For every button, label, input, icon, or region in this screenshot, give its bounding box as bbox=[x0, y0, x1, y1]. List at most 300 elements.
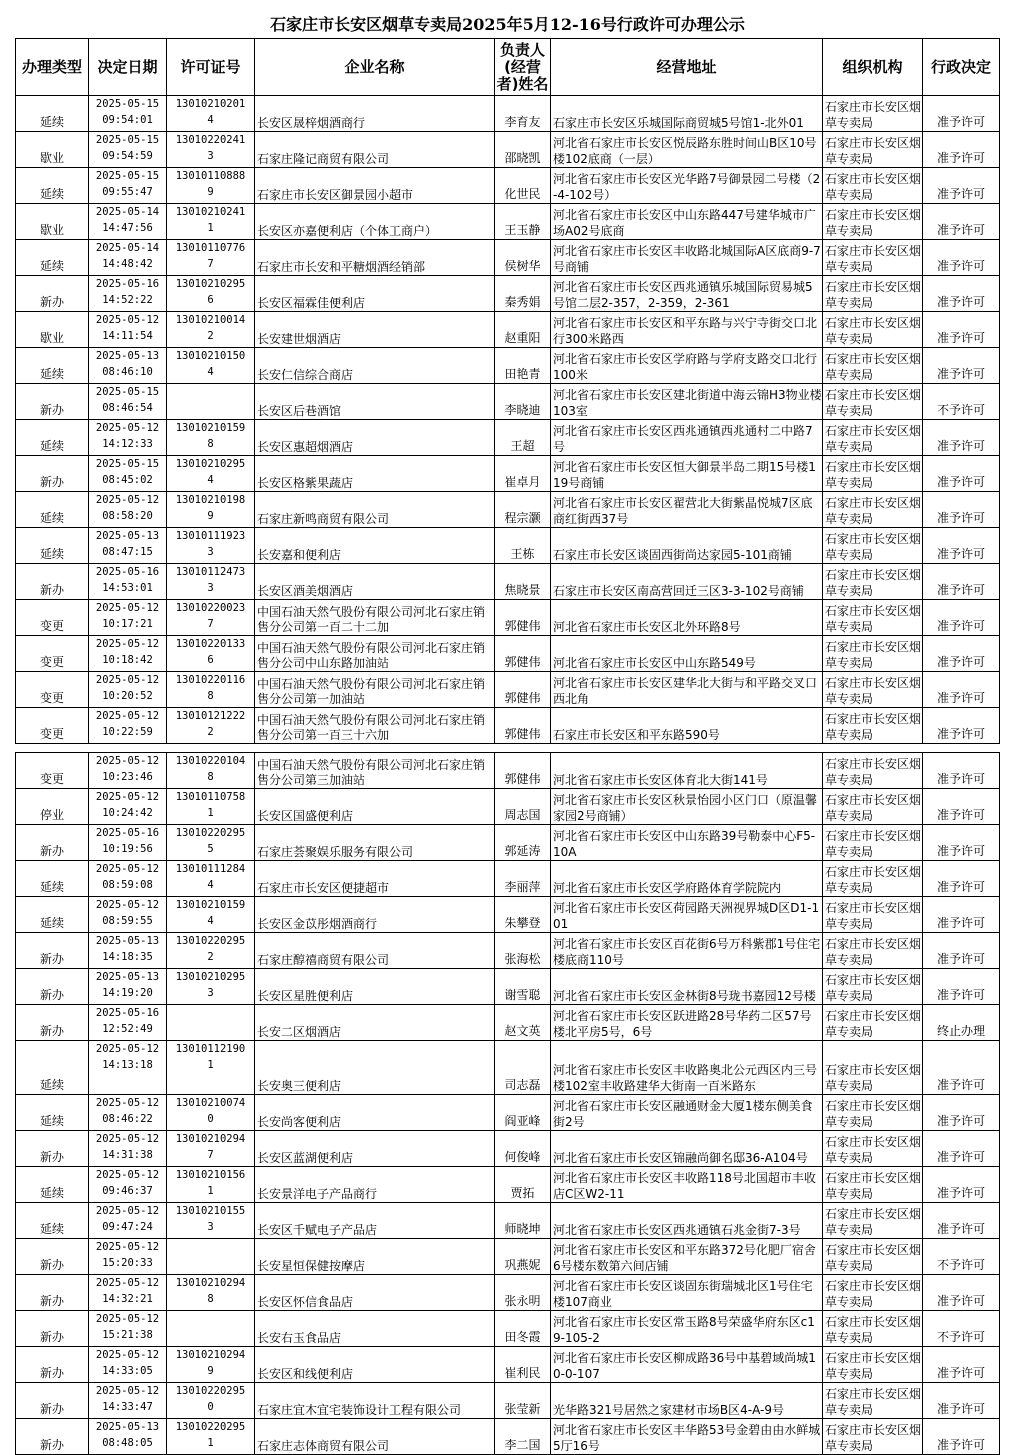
cell-license: 13010210150 4 bbox=[167, 348, 255, 384]
cell-decision: 准予许可 bbox=[923, 1347, 1000, 1383]
cell-person: 赵文英 bbox=[495, 1005, 551, 1041]
cell-org: 石家庄市长安区烟草专卖局 bbox=[823, 348, 923, 384]
cell-org: 石家庄市长安区烟草专卖局 bbox=[823, 96, 923, 132]
cell-license: 13010220116 8 bbox=[167, 672, 255, 708]
col-header-type: 办理类型 bbox=[16, 39, 89, 96]
cell-company: 长安奥三便利店 bbox=[255, 1041, 495, 1095]
cell-license: 13010210295 3 bbox=[167, 969, 255, 1005]
cell-date: 2025-05-12 14:12:33 bbox=[89, 420, 167, 456]
cell-type: 新办 bbox=[16, 1347, 89, 1383]
cell-org: 石家庄市长安区烟草专卖局 bbox=[823, 753, 923, 789]
col-header-person: 负责人 (经营 者)姓名 bbox=[495, 39, 551, 96]
cell-address: 光华路321号居然之家建材市场B区4-A-9号 bbox=[551, 1383, 823, 1419]
cell-person: 郭健伟 bbox=[495, 600, 551, 636]
cell-decision: 不予许可 bbox=[923, 1311, 1000, 1347]
cell-license bbox=[167, 1005, 255, 1041]
table-row bbox=[16, 348, 1000, 384]
cell-company: 长安区怀信食品店 bbox=[255, 1275, 495, 1311]
cell-person: 张海松 bbox=[495, 933, 551, 969]
cell-org: 石家庄市长安区烟草专卖局 bbox=[823, 456, 923, 492]
cell-date: 2025-05-12 10:24:42 bbox=[89, 789, 167, 825]
cell-type: 变更 bbox=[16, 672, 89, 708]
cell-person: 张永明 bbox=[495, 1275, 551, 1311]
cell-address: 石家庄市长安区谈固西街尚达家园5-101商铺 bbox=[551, 528, 823, 564]
cell-company: 长安右玉食品店 bbox=[255, 1311, 495, 1347]
cell-company: 中国石油天然气股份有限公司河北石家庄销售分公司第三加油站 bbox=[255, 753, 495, 789]
cell-date: 2025-05-12 10:23:46 bbox=[89, 753, 167, 789]
cell-decision: 准予许可 bbox=[923, 789, 1000, 825]
table-row bbox=[16, 1041, 1000, 1095]
cell-company: 长安区和线便利店 bbox=[255, 1347, 495, 1383]
cell-person: 郭延涛 bbox=[495, 825, 551, 861]
cell-address: 河北省石家庄市长安区建华北大街与和平路交叉口西北角 bbox=[551, 672, 823, 708]
col-header-date: 决定日期 bbox=[89, 39, 167, 96]
cell-license: 13010210295 6 bbox=[167, 276, 255, 312]
cell-date: 2025-05-12 08:59:55 bbox=[89, 897, 167, 933]
cell-type: 延续 bbox=[16, 240, 89, 276]
cell-company: 石家庄新鸣商贸有限公司 bbox=[255, 492, 495, 528]
cell-company: 长安嘉和便利店 bbox=[255, 528, 495, 564]
cell-type: 新办 bbox=[16, 1275, 89, 1311]
table-row bbox=[16, 384, 1000, 420]
cell-type: 新办 bbox=[16, 1419, 89, 1455]
cell-date: 2025-05-12 09:47:24 bbox=[89, 1203, 167, 1239]
cell-address: 河北省石家庄市长安区西兆通镇西兆通村二中路7号 bbox=[551, 420, 823, 456]
table-row bbox=[16, 1167, 1000, 1203]
cell-date: 2025-05-12 14:33:05 bbox=[89, 1347, 167, 1383]
cell-license: 13010220295 2 bbox=[167, 933, 255, 969]
cell-license bbox=[167, 1311, 255, 1347]
cell-person: 田冬霞 bbox=[495, 1311, 551, 1347]
cell-person: 王超 bbox=[495, 420, 551, 456]
table-row bbox=[16, 132, 1000, 168]
cell-decision: 准予许可 bbox=[923, 276, 1000, 312]
cell-license: 13010220104 8 bbox=[167, 753, 255, 789]
cell-date: 2025-05-13 14:19:20 bbox=[89, 969, 167, 1005]
cell-decision: 准予许可 bbox=[923, 708, 1000, 744]
cell-decision: 准予许可 bbox=[923, 1041, 1000, 1095]
cell-address: 河北省石家庄市长安区中山东路39号勒泰中心F5-10A bbox=[551, 825, 823, 861]
cell-org: 石家庄市长安区烟草专卖局 bbox=[823, 528, 923, 564]
cell-license: 13010220241 3 bbox=[167, 132, 255, 168]
cell-org: 石家庄市长安区烟草专卖局 bbox=[823, 312, 923, 348]
cell-org: 石家庄市长安区烟草专卖局 bbox=[823, 240, 923, 276]
cell-type: 变更 bbox=[16, 636, 89, 672]
cell-date: 2025-05-13 08:47:15 bbox=[89, 528, 167, 564]
cell-decision: 准予许可 bbox=[923, 861, 1000, 897]
cell-person: 王玉静 bbox=[495, 204, 551, 240]
cell-type: 延续 bbox=[16, 168, 89, 204]
cell-company: 长安区星胜便利店 bbox=[255, 969, 495, 1005]
cell-decision: 准予许可 bbox=[923, 969, 1000, 1005]
cell-address: 河北省石家庄市长安区体育北大街141号 bbox=[551, 753, 823, 789]
cell-person: 崔利民 bbox=[495, 1347, 551, 1383]
permit-table-bottom bbox=[15, 752, 1000, 1455]
cell-date: 2025-05-14 14:48:42 bbox=[89, 240, 167, 276]
cell-person: 李丽萍 bbox=[495, 861, 551, 897]
cell-address: 河北省石家庄市长安区翟营北大街紫晶悦城7区底商红街西37号 bbox=[551, 492, 823, 528]
cell-person: 巩燕妮 bbox=[495, 1239, 551, 1275]
table-header-row bbox=[16, 39, 1000, 96]
cell-address: 河北省石家庄市长安区跃进路28号华药二区57号楼北平房5号，6号 bbox=[551, 1005, 823, 1041]
cell-org: 石家庄市长安区烟草专卖局 bbox=[823, 1131, 923, 1167]
cell-decision: 准予许可 bbox=[923, 897, 1000, 933]
cell-person: 焦晓景 bbox=[495, 564, 551, 600]
cell-org: 石家庄市长安区烟草专卖局 bbox=[823, 636, 923, 672]
table-row bbox=[16, 969, 1000, 1005]
cell-company: 长安区福霖佳便利店 bbox=[255, 276, 495, 312]
table-row bbox=[16, 1131, 1000, 1167]
cell-type: 延续 bbox=[16, 1167, 89, 1203]
cell-decision: 准予许可 bbox=[923, 168, 1000, 204]
cell-org: 石家庄市长安区烟草专卖局 bbox=[823, 420, 923, 456]
cell-company: 长安仁信综合商店 bbox=[255, 348, 495, 384]
cell-org: 石家庄市长安区烟草专卖局 bbox=[823, 1167, 923, 1203]
cell-license: 13010210074 0 bbox=[167, 1095, 255, 1131]
cell-person: 程宗灏 bbox=[495, 492, 551, 528]
table-row bbox=[16, 861, 1000, 897]
table-row bbox=[16, 825, 1000, 861]
cell-date: 2025-05-12 14:32:21 bbox=[89, 1275, 167, 1311]
cell-company: 石家庄隆记商贸有限公司 bbox=[255, 132, 495, 168]
cell-decision: 终止办理 bbox=[923, 1005, 1000, 1041]
cell-org: 石家庄市长安区烟草专卖局 bbox=[823, 969, 923, 1005]
cell-decision: 准予许可 bbox=[923, 1167, 1000, 1203]
cell-address: 石家庄市长安区南高营回迁三区3-3-102号商铺 bbox=[551, 564, 823, 600]
table-row bbox=[16, 708, 1000, 744]
table-row bbox=[16, 753, 1000, 789]
cell-org: 石家庄市长安区烟草专卖局 bbox=[823, 1041, 923, 1095]
cell-decision: 准予许可 bbox=[923, 636, 1000, 672]
cell-license: 13010210155 3 bbox=[167, 1203, 255, 1239]
cell-license: 13010220023 7 bbox=[167, 600, 255, 636]
cell-type: 新办 bbox=[16, 384, 89, 420]
cell-date: 2025-05-12 10:18:42 bbox=[89, 636, 167, 672]
cell-decision: 准予许可 bbox=[923, 132, 1000, 168]
cell-person: 郭健伟 bbox=[495, 636, 551, 672]
col-header-company: 企业名称 bbox=[255, 39, 495, 96]
table-row bbox=[16, 1203, 1000, 1239]
cell-address: 河北省石家庄市长安区学府路体育学院院内 bbox=[551, 861, 823, 897]
cell-company: 长安区惠超烟酒店 bbox=[255, 420, 495, 456]
cell-address: 河北省石家庄市长安区融通财金大厦1楼东侧美食街2号 bbox=[551, 1095, 823, 1131]
cell-type: 新办 bbox=[16, 1005, 89, 1041]
table-row bbox=[16, 276, 1000, 312]
cell-company: 石家庄市长安区便捷超市 bbox=[255, 861, 495, 897]
table-row bbox=[16, 1275, 1000, 1311]
cell-decision: 准予许可 bbox=[923, 348, 1000, 384]
cell-type: 新办 bbox=[16, 564, 89, 600]
table-row bbox=[16, 492, 1000, 528]
cell-date: 2025-05-13 08:48:05 bbox=[89, 1419, 167, 1455]
cell-address: 河北省石家庄市长安区丰收路118号北国超市丰收店C区W2-11 bbox=[551, 1167, 823, 1203]
table-row bbox=[16, 1005, 1000, 1041]
cell-license: 13010210295 4 bbox=[167, 456, 255, 492]
col-header-decision: 行政决定 bbox=[923, 39, 1000, 96]
cell-address: 河北省石家庄市长安区柳成路36号中基碧域尚城10-0-107 bbox=[551, 1347, 823, 1383]
cell-date: 2025-05-12 15:21:38 bbox=[89, 1311, 167, 1347]
cell-org: 石家庄市长安区烟草专卖局 bbox=[823, 672, 923, 708]
cell-date: 2025-05-15 09:54:01 bbox=[89, 96, 167, 132]
cell-company: 长安区蓝湖便利店 bbox=[255, 1131, 495, 1167]
cell-date: 2025-05-16 10:19:56 bbox=[89, 825, 167, 861]
cell-type: 新办 bbox=[16, 1311, 89, 1347]
cell-person: 周志国 bbox=[495, 789, 551, 825]
cell-org: 石家庄市长安区烟草专卖局 bbox=[823, 492, 923, 528]
cell-company: 长安区国盛便利店 bbox=[255, 789, 495, 825]
cell-decision: 准予许可 bbox=[923, 825, 1000, 861]
cell-person: 朱攀登 bbox=[495, 897, 551, 933]
table-row bbox=[16, 312, 1000, 348]
cell-date: 2025-05-15 09:55:47 bbox=[89, 168, 167, 204]
cell-company: 长安尚客便利店 bbox=[255, 1095, 495, 1131]
cell-company: 长安区金苡彤烟酒商行 bbox=[255, 897, 495, 933]
cell-person: 邵晓凯 bbox=[495, 132, 551, 168]
cell-license: 13010110888 9 bbox=[167, 168, 255, 204]
cell-type: 歇业 bbox=[16, 312, 89, 348]
cell-org: 石家庄市长安区烟草专卖局 bbox=[823, 789, 923, 825]
cell-license: 13010210159 8 bbox=[167, 420, 255, 456]
cell-type: 新办 bbox=[16, 276, 89, 312]
cell-person: 赵重阳 bbox=[495, 312, 551, 348]
cell-license: 13010210159 4 bbox=[167, 897, 255, 933]
cell-person: 侯树华 bbox=[495, 240, 551, 276]
cell-address: 河北省石家庄市长安区西兆通镇石兆金街7-3号 bbox=[551, 1203, 823, 1239]
cell-type: 延续 bbox=[16, 528, 89, 564]
table-row bbox=[16, 564, 1000, 600]
cell-type: 延续 bbox=[16, 861, 89, 897]
cell-org: 石家庄市长安区烟草专卖局 bbox=[823, 564, 923, 600]
cell-type: 歇业 bbox=[16, 132, 89, 168]
cell-date: 2025-05-12 08:46:22 bbox=[89, 1095, 167, 1131]
cell-org: 石家庄市长安区烟草专卖局 bbox=[823, 1005, 923, 1041]
cell-person: 田艳青 bbox=[495, 348, 551, 384]
cell-address: 河北省石家庄市长安区丰收路北城国际A区底商9-7号商铺 bbox=[551, 240, 823, 276]
table-row bbox=[16, 528, 1000, 564]
table-row bbox=[16, 240, 1000, 276]
table-row bbox=[16, 897, 1000, 933]
cell-date: 2025-05-14 14:47:56 bbox=[89, 204, 167, 240]
cell-org: 石家庄市长安区烟草专卖局 bbox=[823, 933, 923, 969]
cell-decision: 准予许可 bbox=[923, 1383, 1000, 1419]
cell-license bbox=[167, 384, 255, 420]
table-row bbox=[16, 672, 1000, 708]
cell-address: 河北省石家庄市长安区恒大御景半岛二期15号楼119号商铺 bbox=[551, 456, 823, 492]
cell-type: 停业 bbox=[16, 789, 89, 825]
table-row bbox=[16, 1347, 1000, 1383]
table-row bbox=[16, 636, 1000, 672]
cell-type: 延续 bbox=[16, 492, 89, 528]
cell-org: 石家庄市长安区烟草专卖局 bbox=[823, 204, 923, 240]
cell-date: 2025-05-12 08:59:08 bbox=[89, 861, 167, 897]
cell-type: 变更 bbox=[16, 753, 89, 789]
cell-license: 13010112190 1 bbox=[167, 1041, 255, 1095]
cell-org: 石家庄市长安区烟草专卖局 bbox=[823, 825, 923, 861]
cell-org: 石家庄市长安区烟草专卖局 bbox=[823, 1239, 923, 1275]
cell-address: 河北省石家庄市长安区荷园路天洲视界城D区D1-101 bbox=[551, 897, 823, 933]
cell-license: 13010220295 5 bbox=[167, 825, 255, 861]
cell-address: 石家庄市长安区乐城国际商贸城5号馆1-北外01 bbox=[551, 96, 823, 132]
cell-license: 13010111284 4 bbox=[167, 861, 255, 897]
cell-company: 石家庄市长安和平糖烟酒经销部 bbox=[255, 240, 495, 276]
cell-date: 2025-05-12 08:58:20 bbox=[89, 492, 167, 528]
cell-license: 13010110776 7 bbox=[167, 240, 255, 276]
cell-company: 长安区后巷酒馆 bbox=[255, 384, 495, 420]
cell-company: 中国石油天然气股份有限公司河北石家庄销售分公司第一百二十二加 bbox=[255, 600, 495, 636]
cell-company: 长安建世烟酒店 bbox=[255, 312, 495, 348]
cell-company: 石家庄宜木宜宅装饰设计工程有限公司 bbox=[255, 1383, 495, 1419]
cell-address: 河北省石家庄市长安区中山东路447号建华城市广场A02号底商 bbox=[551, 204, 823, 240]
cell-address: 河北省石家庄市长安区和平东路与兴宁寺街交口北行300米路西 bbox=[551, 312, 823, 348]
cell-person: 何俊峰 bbox=[495, 1131, 551, 1167]
cell-person: 郭健伟 bbox=[495, 753, 551, 789]
cell-license: 13010210014 2 bbox=[167, 312, 255, 348]
cell-decision: 准予许可 bbox=[923, 204, 1000, 240]
cell-person: 谢雪聪 bbox=[495, 969, 551, 1005]
cell-decision: 准予许可 bbox=[923, 1095, 1000, 1131]
cell-address: 河北省石家庄市长安区北外环路8号 bbox=[551, 600, 823, 636]
table-row bbox=[16, 1311, 1000, 1347]
cell-decision: 准予许可 bbox=[923, 1131, 1000, 1167]
cell-date: 2025-05-12 14:31:38 bbox=[89, 1131, 167, 1167]
permit-table-top bbox=[15, 38, 1000, 744]
cell-date: 2025-05-16 14:52:22 bbox=[89, 276, 167, 312]
cell-company: 长安景洋电子产品商行 bbox=[255, 1167, 495, 1203]
cell-date: 2025-05-15 08:45:02 bbox=[89, 456, 167, 492]
cell-company: 长安区格紫果蔬店 bbox=[255, 456, 495, 492]
cell-type: 新办 bbox=[16, 825, 89, 861]
cell-address: 河北省石家庄市长安区百花街6号万科紫郡1号住宅楼底商110号 bbox=[551, 933, 823, 969]
cell-date: 2025-05-12 10:20:52 bbox=[89, 672, 167, 708]
cell-date: 2025-05-16 14:53:01 bbox=[89, 564, 167, 600]
table-row bbox=[16, 600, 1000, 636]
cell-address: 河北省石家庄市长安区谈固东街瑞城北区1号住宅楼107商业 bbox=[551, 1275, 823, 1311]
cell-org: 石家庄市长安区烟草专卖局 bbox=[823, 897, 923, 933]
cell-license: 13010210294 9 bbox=[167, 1347, 255, 1383]
cell-date: 2025-05-12 15:20:33 bbox=[89, 1239, 167, 1275]
cell-type: 新办 bbox=[16, 1383, 89, 1419]
cell-address: 河北省石家庄市长安区丰收路奥北公元西区内三号楼102室丰收路建华大街南一百米路东 bbox=[551, 1041, 823, 1095]
cell-org: 石家庄市长安区烟草专卖局 bbox=[823, 1419, 923, 1455]
cell-license: 13010210241 1 bbox=[167, 204, 255, 240]
cell-address: 河北省石家庄市长安区常玉路8号荣盛华府东区c19-105-2 bbox=[551, 1311, 823, 1347]
cell-address: 河北省石家庄市长安区学府路与学府支路交口北行100米 bbox=[551, 348, 823, 384]
cell-address: 石家庄市长安区和平东路590号 bbox=[551, 708, 823, 744]
table-row bbox=[16, 789, 1000, 825]
cell-type: 新办 bbox=[16, 456, 89, 492]
cell-type: 延续 bbox=[16, 348, 89, 384]
cell-type: 歇业 bbox=[16, 204, 89, 240]
cell-company: 长安区晟梓烟酒商行 bbox=[255, 96, 495, 132]
cell-type: 延续 bbox=[16, 1203, 89, 1239]
cell-decision: 准予许可 bbox=[923, 933, 1000, 969]
table-row bbox=[16, 933, 1000, 969]
cell-address: 河北省石家庄市长安区中山东路549号 bbox=[551, 636, 823, 672]
cell-company: 长安二区烟酒店 bbox=[255, 1005, 495, 1041]
cell-address: 河北省石家庄市长安区金林街8号珑书嘉园12号楼 bbox=[551, 969, 823, 1005]
col-header-license: 许可证号 bbox=[167, 39, 255, 96]
table-row bbox=[16, 1383, 1000, 1419]
table-row bbox=[16, 456, 1000, 492]
cell-company: 长安星恒保健按摩店 bbox=[255, 1239, 495, 1275]
cell-company: 石家庄市长安区御景园小超市 bbox=[255, 168, 495, 204]
cell-org: 石家庄市长安区烟草专卖局 bbox=[823, 1311, 923, 1347]
cell-type: 延续 bbox=[16, 1095, 89, 1131]
cell-address: 河北省石家庄市长安区建北街道中海云锦H3物业楼103室 bbox=[551, 384, 823, 420]
cell-type: 新办 bbox=[16, 933, 89, 969]
cell-license: 13010220295 1 bbox=[167, 1419, 255, 1455]
cell-decision: 准予许可 bbox=[923, 492, 1000, 528]
cell-type: 延续 bbox=[16, 1041, 89, 1095]
cell-address: 河北省石家庄市长安区悦辰路东胜时间山B区10号楼102底商（一层） bbox=[551, 132, 823, 168]
cell-address: 河北省石家庄市长安区锦融尚御名邸36-A104号 bbox=[551, 1131, 823, 1167]
cell-org: 石家庄市长安区烟草专卖局 bbox=[823, 1203, 923, 1239]
cell-company: 中国石油天然气股份有限公司河北石家庄销售分公司第一加油站 bbox=[255, 672, 495, 708]
cell-decision: 准予许可 bbox=[923, 528, 1000, 564]
cell-company: 中国石油天然气股份有限公司河北石家庄销售分公司中山东路加油站 bbox=[255, 636, 495, 672]
cell-company: 石家庄醇禧商贸有限公司 bbox=[255, 933, 495, 969]
cell-date: 2025-05-15 08:46:54 bbox=[89, 384, 167, 420]
cell-license: 13010112473 3 bbox=[167, 564, 255, 600]
cell-org: 石家庄市长安区烟草专卖局 bbox=[823, 861, 923, 897]
page-title: 石家庄市长安区烟草专卖局2025年5月12-16号行政许可办理公示 bbox=[270, 15, 745, 34]
cell-license: 13010210156 1 bbox=[167, 1167, 255, 1203]
cell-address: 河北省石家庄市长安区秋景怡园小区门口（原温馨家园2号商铺） bbox=[551, 789, 823, 825]
cell-org: 石家庄市长安区烟草专卖局 bbox=[823, 708, 923, 744]
cell-date: 2025-05-12 10:22:59 bbox=[89, 708, 167, 744]
cell-org: 石家庄市长安区烟草专卖局 bbox=[823, 1383, 923, 1419]
cell-decision: 准予许可 bbox=[923, 1419, 1000, 1455]
cell-person: 郭健伟 bbox=[495, 708, 551, 744]
cell-person: 李二国 bbox=[495, 1419, 551, 1455]
cell-company: 长安区亦嘉便利店（个体工商户） bbox=[255, 204, 495, 240]
cell-person: 郭健伟 bbox=[495, 672, 551, 708]
cell-date: 2025-05-12 09:46:37 bbox=[89, 1167, 167, 1203]
cell-date: 2025-05-12 14:11:54 bbox=[89, 312, 167, 348]
cell-person: 李晓迪 bbox=[495, 384, 551, 420]
cell-decision: 准予许可 bbox=[923, 1275, 1000, 1311]
cell-license: 13010111923 3 bbox=[167, 528, 255, 564]
cell-type: 延续 bbox=[16, 897, 89, 933]
cell-address: 河北省石家庄市长安区西兆通镇乐城国际贸易城5号馆二层2-357，2-359，2-361 bbox=[551, 276, 823, 312]
cell-org: 石家庄市长安区烟草专卖局 bbox=[823, 384, 923, 420]
cell-org: 石家庄市长安区烟草专卖局 bbox=[823, 1347, 923, 1383]
table-row bbox=[16, 1419, 1000, 1455]
cell-person: 秦秀娟 bbox=[495, 276, 551, 312]
table-row bbox=[16, 96, 1000, 132]
cell-address: 河北省石家庄市长安区和平东路372号化肥厂宿舍6号楼东数第六间店铺 bbox=[551, 1239, 823, 1275]
cell-company: 长安区酒美烟酒店 bbox=[255, 564, 495, 600]
table-row bbox=[16, 420, 1000, 456]
cell-license bbox=[167, 1239, 255, 1275]
cell-date: 2025-05-16 12:52:49 bbox=[89, 1005, 167, 1041]
cell-license: 13010220295 0 bbox=[167, 1383, 255, 1419]
cell-decision: 准予许可 bbox=[923, 456, 1000, 492]
cell-person: 张莹新 bbox=[495, 1383, 551, 1419]
cell-license: 13010210294 7 bbox=[167, 1131, 255, 1167]
cell-decision: 准予许可 bbox=[923, 240, 1000, 276]
cell-person: 崔卓月 bbox=[495, 456, 551, 492]
cell-date: 2025-05-15 09:54:59 bbox=[89, 132, 167, 168]
cell-company: 长安区千赋电子产品店 bbox=[255, 1203, 495, 1239]
cell-person: 李育友 bbox=[495, 96, 551, 132]
cell-license: 13010210294 8 bbox=[167, 1275, 255, 1311]
cell-company: 石家庄荟聚娱乐服务有限公司 bbox=[255, 825, 495, 861]
cell-date: 2025-05-13 14:18:35 bbox=[89, 933, 167, 969]
cell-license: 13010110758 1 bbox=[167, 789, 255, 825]
table-row bbox=[16, 1239, 1000, 1275]
cell-address: 河北省石家庄市长安区丰华路53号金碧由由水鲜城5厅16号 bbox=[551, 1419, 823, 1455]
